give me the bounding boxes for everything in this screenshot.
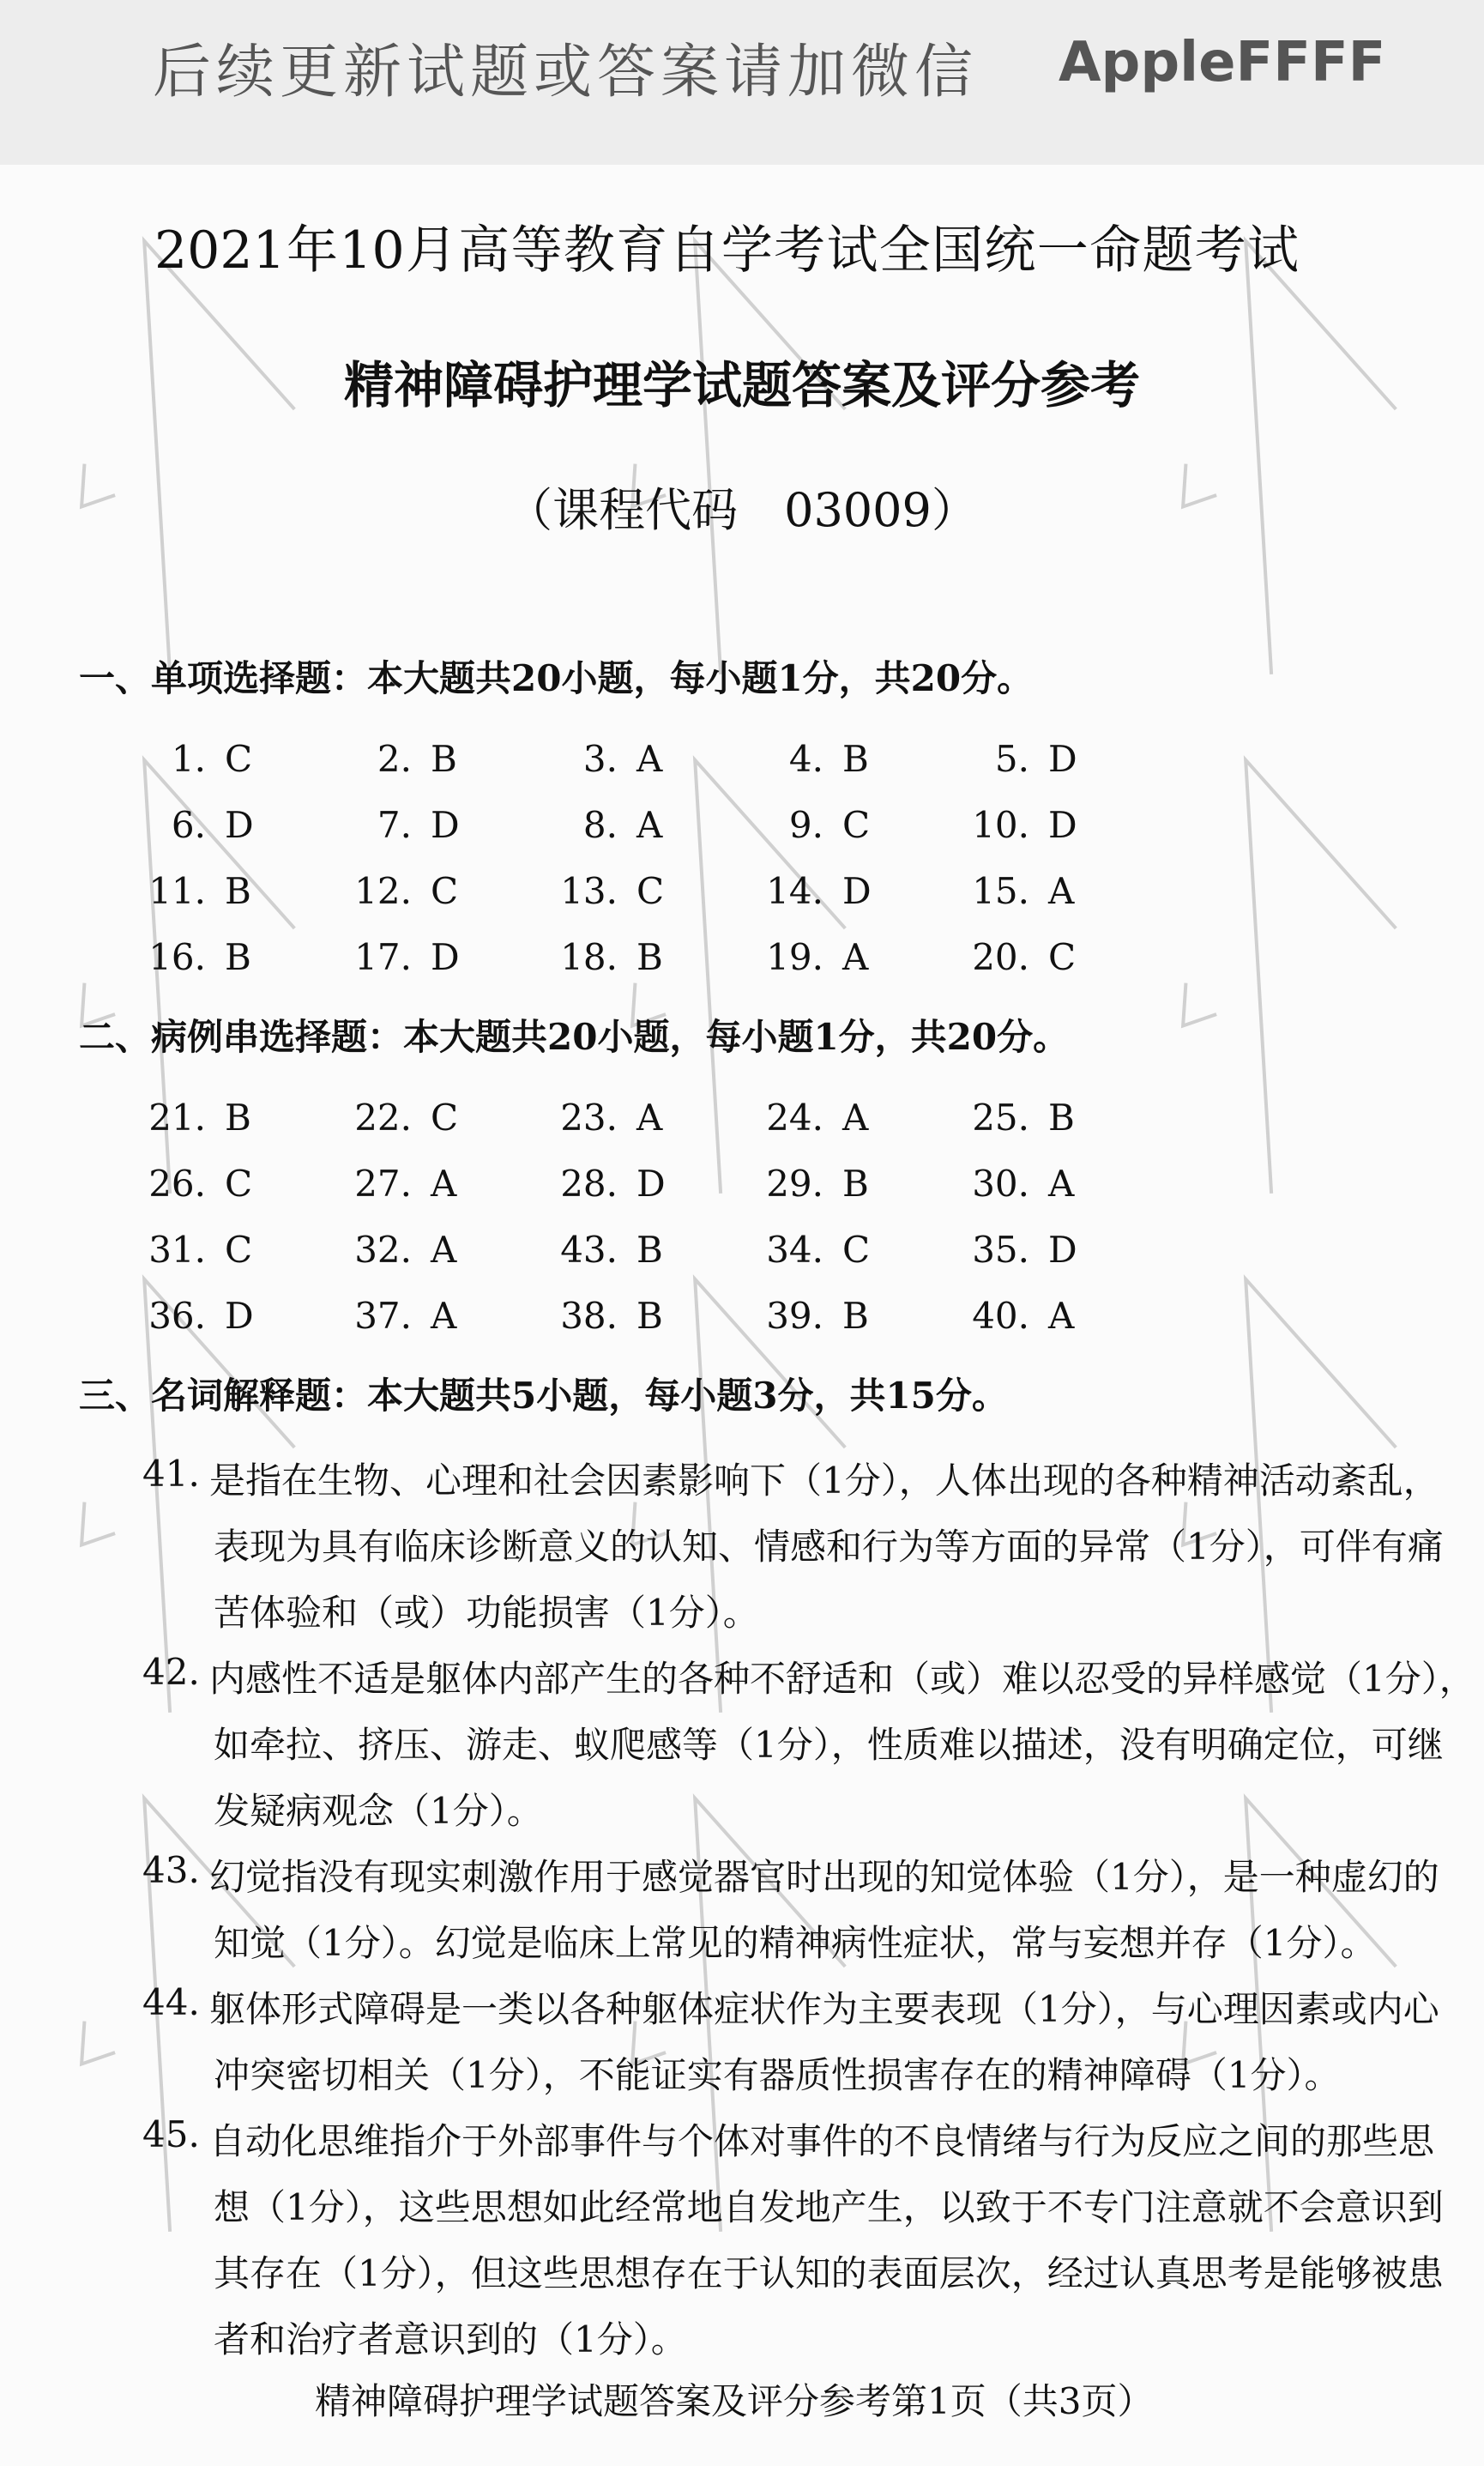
question-number: 43. — [560, 1229, 618, 1271]
question-number: 4. — [788, 738, 823, 780]
question-number: 35. — [972, 1229, 1029, 1271]
question-number: 21. — [148, 1097, 206, 1139]
answer-letter: C — [636, 870, 665, 912]
answer-item — [746, 738, 869, 780]
answer-letter: B — [636, 936, 663, 978]
document-title: 精神障碍护理学试题答案及评分参考 — [343, 356, 1140, 414]
question-number: 12. — [354, 870, 412, 912]
question-number: 5. — [994, 738, 1029, 780]
answer-letter: C — [431, 1097, 459, 1139]
answer-item — [746, 936, 868, 978]
answer-letter: C — [225, 1229, 253, 1271]
question-number: 7. — [377, 804, 412, 846]
answer-letter: A — [1048, 1295, 1075, 1337]
question-number: 2. — [377, 738, 412, 780]
answer-letter: C — [225, 738, 253, 780]
answer-letter: A — [431, 1163, 457, 1205]
answer-letter: B — [842, 738, 869, 780]
answer-item — [540, 1229, 663, 1271]
definition-number: 43. — [142, 1849, 200, 1891]
answer-letter: D — [636, 1163, 666, 1205]
question-number: 11. — [148, 870, 206, 912]
watermark-stamp — [1065, 741, 1480, 1194]
answer-item — [746, 1163, 869, 1205]
answer-letter: B — [636, 1295, 663, 1337]
question-number: 22. — [354, 1097, 412, 1139]
answer-item — [952, 1163, 1074, 1205]
definition-line: 自动化思维指介于外部事件与个体对事件的不良情绪与行为反应之间的那些思 — [209, 2120, 1435, 2162]
answer-item — [952, 1295, 1074, 1337]
answer-letter: C — [842, 1229, 871, 1271]
question-number: 26. — [148, 1163, 206, 1205]
question-number: 18. — [560, 936, 618, 978]
answer-item — [335, 1163, 456, 1205]
answer-letter: D — [431, 804, 460, 846]
definition-line: 如牵拉、挤压、游走、蚁爬感等（1分），性质难以描述，没有明确定位，可继 — [214, 1724, 1444, 1766]
answer-letter: C — [431, 870, 459, 912]
definition-line: 是指在生物、心理和社会因素影响下（1分），人体出现的各种精神活动紊乱， — [209, 1460, 1439, 1502]
question-number: 40. — [972, 1295, 1029, 1337]
question-number: 29. — [766, 1163, 823, 1205]
answer-item — [129, 870, 251, 912]
answer-item — [335, 870, 458, 912]
definition-line: 表现为具有临床诊断意义的认知、情感和行为等方面的异常（1分），可伴有痛 — [214, 1526, 1444, 1568]
question-number: 16. — [148, 936, 206, 978]
course-code: （课程代码 03009） — [506, 483, 978, 537]
definition-line: 想（1分），这些思想如此经常地自发地产生，以致于不专门注意就不会意识到 — [214, 2186, 1444, 2228]
answer-letter: B — [225, 1097, 251, 1139]
answer-letter: A — [431, 1229, 457, 1271]
answer-item — [952, 804, 1077, 846]
watermark-stamp — [0, 222, 378, 674]
answer-letter: B — [225, 870, 251, 912]
answer-item — [746, 804, 870, 846]
definition-number: 41. — [142, 1453, 200, 1495]
definition-number: 42. — [142, 1651, 200, 1693]
answer-item — [746, 1097, 868, 1139]
question-number: 20. — [972, 936, 1029, 978]
question-number: 39. — [766, 1295, 823, 1337]
answer-letter: D — [225, 804, 254, 846]
question-number: 17. — [354, 936, 412, 978]
question-number: 14. — [766, 870, 823, 912]
answer-letter: D — [1048, 1229, 1077, 1271]
answer-item — [746, 1229, 870, 1271]
answer-item — [129, 1295, 254, 1337]
answer-item — [335, 804, 460, 846]
answer-letter: A — [842, 936, 869, 978]
page-footer: 精神障碍护理学试题答案及评分参考第1页（共3页） — [315, 2380, 1154, 2422]
question-number: 38. — [560, 1295, 618, 1337]
answer-letter: A — [636, 1097, 663, 1139]
answer-item — [952, 1097, 1075, 1139]
question-number: 25. — [972, 1097, 1029, 1139]
answer-letter: B — [842, 1295, 869, 1337]
answer-letter: B — [842, 1163, 869, 1205]
banner-text: 后续更新试题或答案请加微信 — [153, 39, 979, 106]
question-number: 15. — [972, 870, 1029, 912]
answer-letter: B — [636, 1229, 663, 1271]
answer-item — [952, 738, 1077, 780]
question-number: 31. — [148, 1229, 206, 1271]
answer-letter: C — [1048, 936, 1077, 978]
question-number: 6. — [171, 804, 206, 846]
definition-line: 冲突密切相关（1分），不能证实有器质性损害存在的精神障碍（1分）。 — [214, 2054, 1341, 2096]
answer-item — [746, 870, 872, 912]
question-number: 19. — [766, 936, 823, 978]
question-number: 37. — [354, 1295, 412, 1337]
watermark-stamp — [1065, 222, 1480, 674]
definition-number: 44. — [142, 1981, 200, 2023]
answer-item — [335, 1295, 456, 1337]
question-number: 34. — [766, 1229, 823, 1271]
question-number: 30. — [972, 1163, 1029, 1205]
answer-item — [129, 1229, 252, 1271]
answer-letter: C — [842, 804, 871, 846]
answer-item — [129, 804, 254, 846]
definition-number: 45. — [142, 2113, 200, 2155]
watermark-stamp — [515, 222, 929, 674]
answer-item — [952, 870, 1074, 912]
answer-item — [540, 738, 662, 780]
definition-line: 其存在（1分），但这些思想存在于认知的表面层次，经过认真思考是能够被患 — [214, 2252, 1444, 2294]
answer-letter: A — [431, 1295, 457, 1337]
answer-letter: A — [1048, 1163, 1075, 1205]
answer-item — [540, 870, 664, 912]
answer-letter: B — [225, 936, 251, 978]
exam-title: 2021年10月高等教育自学考试全国统一命题考试 — [154, 221, 1299, 281]
answer-item — [540, 936, 663, 978]
answer-item — [335, 1229, 456, 1271]
answer-letter: D — [842, 870, 872, 912]
question-number: 24. — [766, 1097, 823, 1139]
answer-item — [746, 1295, 869, 1337]
section-heading-1: 一、单项选择题：本大题共20小题，每小题1分，共20分。 — [79, 657, 1034, 699]
answer-letter: D — [1048, 738, 1077, 780]
definition-line: 躯体形式障碍是一类以各种躯体症状作为主要表现（1分），与心理因素或内心 — [209, 1988, 1439, 2030]
definition-line: 内感性不适是躯体内部产生的各种不舒适和（或）难以忍受的异样感觉（1分）， — [209, 1658, 1475, 1700]
banner-wechat-id: AppleFFFF — [1059, 31, 1386, 94]
answer-letter: A — [842, 1097, 869, 1139]
question-number: 8. — [582, 804, 618, 846]
answer-item — [335, 738, 457, 780]
definition-line: 者和治疗者意识到的（1分）。 — [214, 2318, 687, 2360]
answer-item — [129, 936, 251, 978]
answer-item — [129, 1097, 251, 1139]
answer-item — [952, 1229, 1077, 1271]
question-number: 10. — [972, 804, 1029, 846]
answer-item — [129, 1163, 252, 1205]
question-number: 3. — [582, 738, 618, 780]
answer-letter: B — [1048, 1097, 1075, 1139]
answer-item — [540, 804, 662, 846]
answer-letter: D — [225, 1295, 254, 1337]
question-number: 27. — [354, 1163, 412, 1205]
answer-letter: D — [1048, 804, 1077, 846]
answer-item — [335, 936, 460, 978]
definition-line: 苦体验和（或）功能损害（1分）。 — [214, 1592, 759, 1634]
question-number: 32. — [354, 1229, 412, 1271]
answer-letter: B — [431, 738, 457, 780]
answer-letter: A — [636, 738, 663, 780]
definition-line: 发疑病观念（1分）。 — [214, 1790, 543, 1832]
watermark-banner — [0, 0, 1484, 165]
answer-letter: A — [636, 804, 663, 846]
section-heading-3: 三、名词解释题：本大题共5小题，每小题3分，共15分。 — [79, 1375, 1008, 1417]
question-number: 28. — [560, 1163, 618, 1205]
answer-item — [129, 738, 252, 780]
question-number: 13. — [560, 870, 618, 912]
answer-item — [540, 1295, 663, 1337]
definition-line: 知觉（1分）。幻觉是临床上常见的精神病性症状，常与妄想并存（1分）。 — [214, 1922, 1377, 1964]
question-number: 1. — [171, 738, 206, 780]
question-number: 23. — [560, 1097, 618, 1139]
answer-letter: D — [431, 936, 460, 978]
answer-item — [540, 1097, 662, 1139]
question-number: 36. — [148, 1295, 206, 1337]
question-number: 9. — [788, 804, 823, 846]
definition-line: 幻觉指没有现实刺激作用于感觉器官时出现的知觉体验（1分），是一种虚幻的 — [209, 1856, 1439, 1898]
answer-letter: A — [1048, 870, 1075, 912]
section-heading-2: 二、病例串选择题：本大题共20小题，每小题1分，共20分。 — [79, 1016, 1070, 1058]
answer-item — [335, 1097, 458, 1139]
answer-item — [540, 1163, 666, 1205]
answer-item — [952, 936, 1076, 978]
answer-letter: C — [225, 1163, 253, 1205]
